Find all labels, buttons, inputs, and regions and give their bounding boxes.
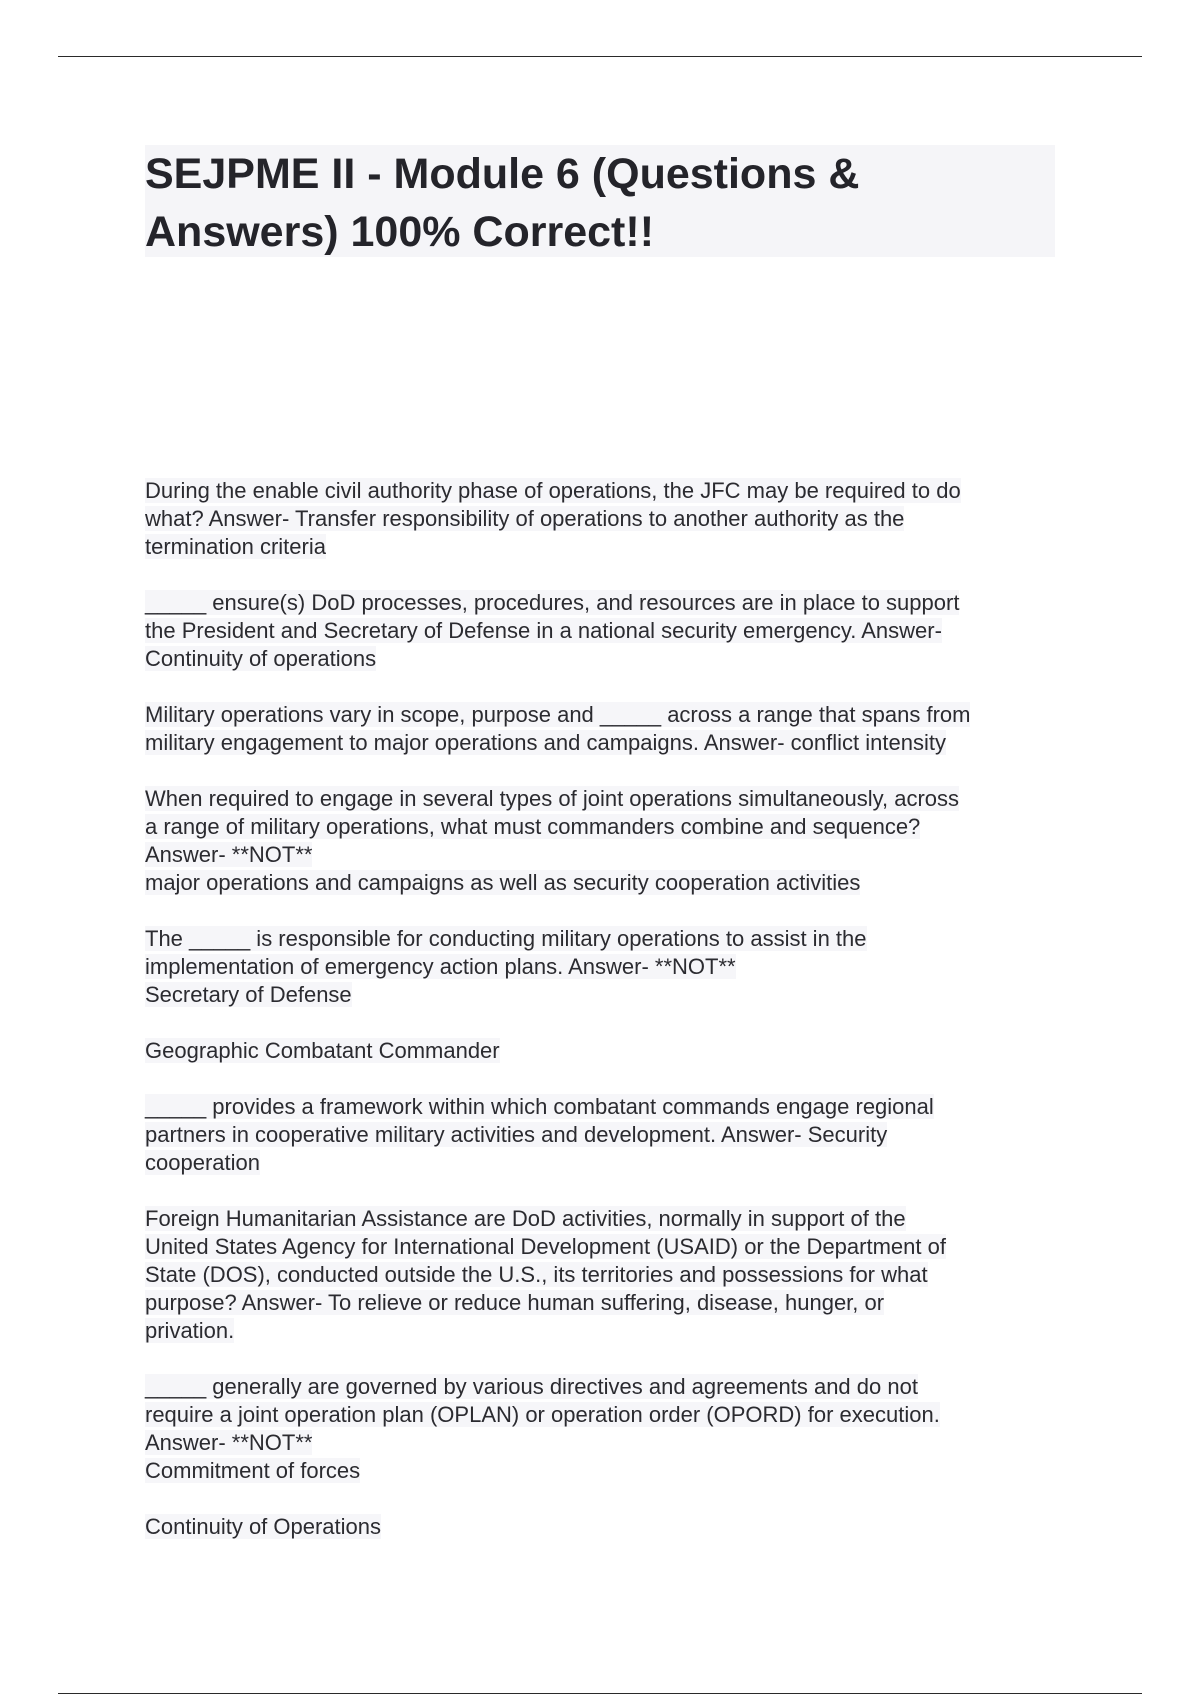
qa-text: Military operations vary in scope, purpose and _____ across a range that spans from military engagement to major operations and campaigns. Answer- conflict intensity xyxy=(145,702,971,755)
qa-text: _____ provides a framework within which combatant commands engage regional partners in cooperative military activities and development. Answer- Security cooperation xyxy=(145,1094,934,1175)
qa-text: _____ ensure(s) DoD processes, procedures, and resources are in place to support the President and Secretary of Defense in a national security emergency. Answer- Continuity of operations xyxy=(145,590,960,671)
qa-text: Geographic Combatant Commander xyxy=(145,1038,500,1063)
qa-text: Foreign Humanitarian Assistance are DoD activities, normally in support of the United States Agency for International Development (USAID) or the Department of State (DOS), conducted outside the U.S., its territories and possessions for what purpose? Answer- To relieve or reduce human suffering, disease, hunger, or privation. xyxy=(145,1206,946,1343)
qa-text: Continuity of Operations xyxy=(145,1514,382,1539)
qa-entry xyxy=(145,1093,1075,1177)
bottom-rule xyxy=(58,1693,1142,1694)
top-rule xyxy=(58,56,1142,57)
qa-entry xyxy=(145,1373,1075,1485)
qa-entry xyxy=(145,1205,1075,1345)
qa-entry xyxy=(145,477,1075,561)
qa-entry xyxy=(145,785,1075,897)
title-block xyxy=(145,145,1055,257)
qa-text: The _____ is responsible for conducting military operations to assist in the implementation of emergency action plans. Answer- **NOT** Secretary of Defense xyxy=(145,926,867,1007)
qa-entry xyxy=(145,701,1075,757)
qa-list xyxy=(145,477,1075,1569)
qa-text: During the enable civil authority phase of operations, the JFC may be required to do what? Answer- Transfer responsibility of operations to another authority as the termination criteria xyxy=(145,478,961,559)
qa-text: _____ generally are governed by various directives and agreements and do not require a joint operation plan (OPLAN) or operation order (OPORD) for execution. Answer- **NOT** Commitment of forces xyxy=(145,1374,940,1483)
document-title: SEJPME II - Module 6 (Questions & Answers) 100% Correct!! xyxy=(145,150,860,256)
qa-entry xyxy=(145,1037,1075,1065)
qa-entry xyxy=(145,1513,1075,1541)
qa-entry xyxy=(145,925,1075,1009)
qa-text: When required to engage in several types of joint operations simultaneously, across a range of military operations, what must commanders combine and sequence? Answer- **NOT** major operations and campaigns as well as security cooperation activities xyxy=(145,786,960,895)
qa-entry xyxy=(145,589,1075,673)
